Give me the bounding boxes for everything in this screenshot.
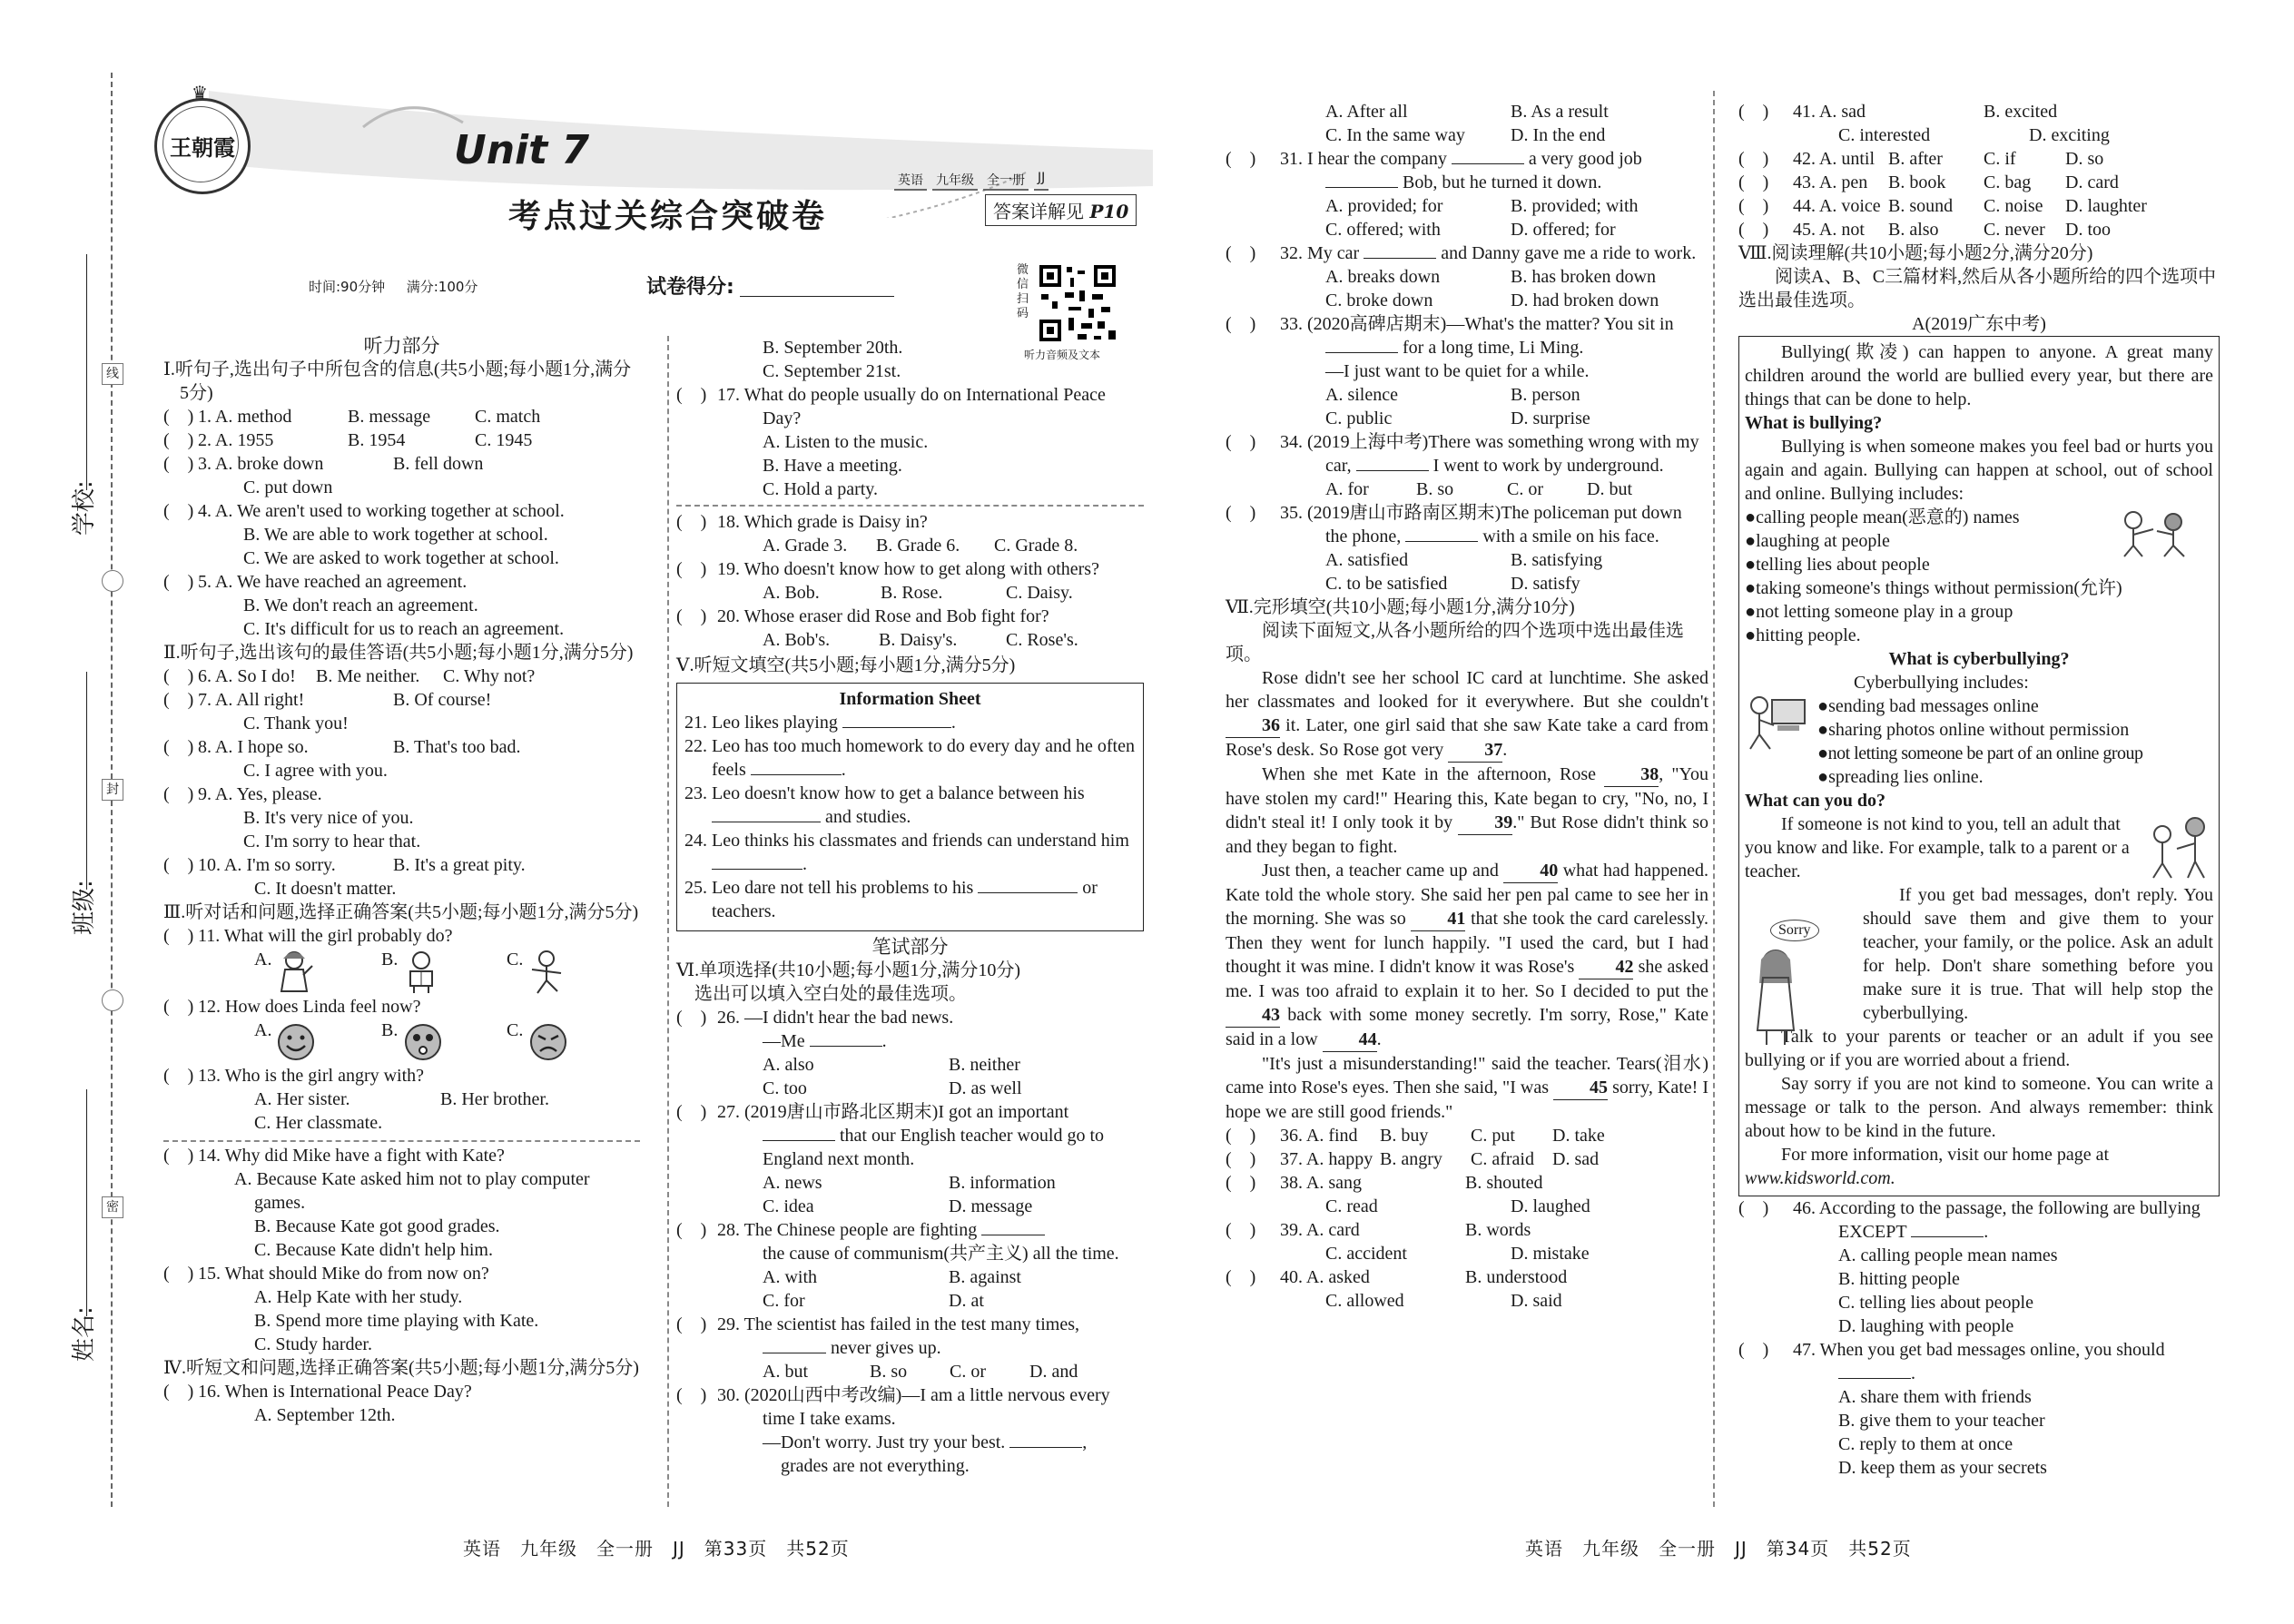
question-15: ( ) 15. What should Mike do from now on? [163,1264,489,1284]
section-heading: Ⅷ.阅读理解(共10小题;每小题2分,满分20分) [1738,243,2093,263]
question-37: ( ) 37. A. happy B. angry C. afraid D. sad [1226,1149,1600,1169]
cloze-paragraph: When she met Kate in the afternoon, Rose 38, "You have stolen my card!" Hearing this, Kate began to cry, "No, no, I didn't steal it! I only took it by 39." But Rose didn't think so and they began to fight. [1226,764,1709,857]
option-row: A. silence B. person [1325,385,1580,405]
exam-meta [309,277,478,296]
info-item-25: 25. Leo dare not tell his problems to his or teachers. [684,878,1098,921]
picture-options: A. B. C. [163,1019,640,1064]
passage-paragraph: Bullying is when someone makes you feel bad or hurts you again and again. Bullying can happen at school, out of school and online. Bullying includes: [1745,437,2213,504]
section-heading: Ⅵ.单项选择(共10小题;每小题1分,满分10分) [676,960,1020,980]
question-18: ( ) 18. Which grade is Daisy in? [676,512,928,532]
option-row: A. but B. so C. or D. and [763,1362,1078,1382]
option: C. Study harder. [254,1334,372,1354]
answer-blank[interactable] [1009,1447,1082,1448]
info-sheet-title: Information Sheet [839,689,981,709]
name-field[interactable] [86,1089,87,1316]
question-30: ( ) 30. (2020山西中考改编)—I am a little nervous every time I take exams. [676,1385,1110,1429]
bullet-icon: ● [1745,625,1757,645]
question-29: ( ) 29. The scientist has failed in the test many times, [676,1314,1079,1334]
answer-ref-box [985,194,1137,226]
cloze-blank-44[interactable]: 44 [1323,1028,1377,1052]
bullet-icon: ● [1745,555,1757,575]
option: C. I'm sorry to hear that. [243,832,421,851]
option-row: A. Grade 3. B. Grade 6. C. Grade 8. [763,536,1078,556]
option-row: C. too D. as well [763,1078,1022,1098]
school-field[interactable] [86,254,87,490]
option: C. September 21st. [763,361,901,381]
school-label: 学校: [71,480,98,536]
binding-mark: 封 [102,779,123,801]
answer-blank[interactable] [1364,258,1436,259]
reading-passage-box [1738,336,2220,1196]
option: D. keep them as your secrets [1838,1458,2047,1478]
question-6: ( ) 6. A. So I do! B. Me neither. C. Why not? [163,666,536,686]
option: B. We don't reach an agreement. [243,595,478,615]
score-field[interactable] [740,296,894,297]
question-33-line: —I just want to be quiet for a while. [1325,361,1590,381]
option-row: A. satisfied B. satisfying [1325,550,1603,570]
list-item: ●sharing photos online without permission [1817,720,2130,740]
passage-heading: What can you do? [1745,791,1886,811]
option-row: C. offered; with D. offered; for [1325,220,1616,240]
bullet-icon: ● [1817,696,1829,716]
passage-heading: What is cyberbullying? [1888,649,2070,669]
option-row: C. allowed D. said [1325,1291,1562,1311]
question-41: ( ) 41. A. sad B. excited [1738,102,2058,122]
question-5: ( ) 5. A. We have reached an agreement. [163,572,468,592]
question-13: ( ) 13. Who is the girl angry with? [163,1066,425,1086]
option-row: C. In the same way D. In the end [1325,125,1606,145]
passage-paragraph: Talk to your parents or teacher or an adult if you see bullying or if you are worried about a friend. [1745,1027,2213,1070]
binding-mark: 线 [102,363,123,385]
passage-paragraph: Cyberbullying includes: [1854,673,2029,693]
section-instruction: 选出可以填入空白处的最佳选项。 [694,984,967,1004]
binding-mark: 密 [102,1196,123,1218]
answer-ref-page: P10 [1089,201,1129,222]
option-row: C. idea D. message [763,1196,1033,1216]
option-row: A. Bob's. B. Daisy's. C. Rose's. [763,630,1078,650]
option-row: A. also B. neither [763,1055,1020,1075]
cloze-paragraph: "It's just a misunderstanding!" said the teacher. Tears(泪水) came into Rose's eyes. Then she said, "I was 45 sorry, Kate! I hope we are still good friends." [1226,1054,1708,1122]
question-2: ( ) 2. A. 1955 B. 1954 C. 1945 [163,430,533,450]
tag-volume: 全一册 [983,171,1029,191]
answer-blank[interactable] [978,892,1078,893]
section-heading: 笔试部分 [871,936,949,958]
question-34: ( ) 34. (2019上海中考)There was something wrong with my car, I went to work by underground. [1226,432,1699,476]
option-row: A. provided; for B. provided; with [1325,196,1639,216]
kid-at-computer-illustration [1745,685,1810,753]
cloze-paragraph: Just then, a teacher came up and 40 what had happened. Kate told the whole story. She said her pen pal came to see her in the morning. She was so 41 that she took the card carelessly. Then they went for lunch happily. "I used the card, but I had thought it was mine. I didn't know it was Rose's 42 she asked me. I was too afraid to explain it to her. So I decided to put the 43 back with some money secretly. I'm sorry, Rose," Kate said in a low 44. [1226,859,1708,1052]
class-field[interactable] [86,672,87,890]
passage-paragraph: If you get bad messages, don't reply. You should save them and give them to your teacher, your family, or the police. Ask an adult for help. Don't share something before you make sure it is true. That will help stop the cyberbullying. [1863,885,2213,1023]
list-item: ●calling people mean(恶意的) names [1745,507,2020,527]
question-29-line: never gives up. [676,1336,1144,1360]
tag-edition: JJ [1034,171,1049,191]
option: C. Her classmate. [254,1113,383,1133]
question-32: ( ) 32. My car and Danny gave me a ride to work. [1226,243,1697,263]
answer-blank[interactable] [1356,470,1429,471]
column-4 [1738,100,2220,1480]
option-row: A. news B. information [763,1173,1056,1193]
section-heading: Ⅰ.听句子,选出句子中所包含的信息(共5小题;每小题1分,满分5分) [163,359,632,403]
question-42: ( ) 42. A. until B. after C. if D. so [1738,149,2104,169]
kids-fighting-illustration [2113,507,2195,558]
question-16: ( ) 16. When is International Peace Day? [163,1382,472,1402]
option: D. laughing with people [1838,1316,2014,1336]
cloze-blank-36[interactable]: 36 [1226,714,1280,738]
option: A. share them with friends [1838,1387,2032,1407]
section-heading: Ⅳ.听短文和问题,选择正确答案(共5小题;每小题1分,满分5分) [163,1358,639,1378]
option-row: A. with B. against [763,1267,1021,1287]
exam-title: 考点过关综合突破卷 [508,197,828,235]
bullet-icon: ● [1745,507,1757,527]
question-39: ( ) 39. A. card B. words [1226,1220,1531,1240]
cloze-blank-40[interactable]: 40 [1503,859,1558,883]
option: B. Because Kate got good grades. [254,1216,500,1236]
speech-bubble: Sorry [1770,920,1819,941]
cloze-blank-41[interactable]: 41 [1411,907,1465,931]
question-31: ( ) 31. I hear the company a very good job [1226,149,1642,169]
qr-side-label: 微信扫码 [1017,263,1029,320]
question-30-line: —Don't worry. Just try your best. , [763,1432,1088,1452]
passage-paragraph: If someone is not kind to you, tell an adult that you know and like. For example, talk to a parent or a teacher. [1745,814,2130,881]
answer-blank[interactable] [1452,163,1524,164]
question-19: ( ) 19. Who doesn't know how to get along with others? [676,559,1099,579]
question-14: ( ) 14. Why did Mike have a fight with Kate? [163,1146,505,1166]
question-1: ( ) 1. A. method B. message C. match [163,407,541,427]
cloze-blank-37[interactable]: 37 [1448,738,1502,763]
question-35: ( ) 35. (2019唐山市路南区期末)The policeman put down the phone, with a smile on his face. [1226,503,1682,546]
question-10: ( ) 10. A. I'm so sorry. B. It's a great pity. [163,855,526,875]
cloze-blank-45[interactable]: 45 [1553,1076,1608,1100]
question-26: ( ) 26. —I didn't hear the bad news. [676,1008,954,1028]
section-instruction: 阅读下面短文,从各小题所给的四个选项中选出最佳选项。 [1226,621,1684,664]
option: B. Have a meeting. [763,456,902,476]
answer-blank[interactable] [1405,541,1478,542]
answer-blank[interactable] [751,774,842,775]
column-1 [163,334,640,1427]
option: B. September 20th. [763,338,903,358]
info-item-24: 24. Leo thinks his classmates and friends can understand him . [684,831,1129,874]
passage-heading: What is bullying? [1745,413,1883,433]
info-item-21: 21. Leo likes playing . [684,713,956,733]
question-45: ( ) 45. A. not B. also C. never D. too [1738,220,2111,240]
option-row: A. Her sister. B. Her brother. [254,1089,549,1109]
question-3: ( ) 3. A. broke down B. fell down [163,454,484,474]
option-row: C. broke down D. had broken down [1325,290,1659,310]
option: C. telling lies about people [1838,1293,2033,1313]
option-row: A. breaks down B. has broken down [1325,267,1656,287]
list-item: ●sending bad messages online [1817,696,2039,716]
crown-icon: ♛ [192,84,208,103]
website-link[interactable]: www.kidsworld.com. [1745,1168,1895,1188]
exam-time: 时间:90分钟 [309,279,386,295]
list-item: ●not letting someone be part of an online group [1817,743,2143,763]
info-item-23: 23. Leo doesn't know how to get a balance between his and studies. [684,783,1085,827]
kid-talking-to-parent-illustration [2144,816,2213,880]
section-heading: 听力部分 [363,335,440,357]
question-33: ( ) 33. (2020高碑店期末)—What's the matter? You sit in for a long time, Li Ming. [1226,314,1674,358]
bullet-icon: ● [1745,578,1757,598]
list-item: ●not letting someone play in a group [1745,602,2013,622]
option-row: C. to be satisfied D. satisfy [1325,574,1580,594]
qr-caption: 听力音频及文本 [1024,349,1101,361]
option-row: C. public D. surprise [1325,408,1590,428]
list-item: ●taking someone's things without permission(允许) [1745,578,2122,598]
question-44: ( ) 44. A. voice B. sound C. noise D. laughter [1738,196,2147,216]
option: A. calling people mean names [1838,1245,2058,1265]
option: A. Help Kate with her study. [254,1287,463,1307]
question-31-line: Bob, but he turned it down. [1226,171,1708,194]
question-36: ( ) 36. A. find B. buy C. put D. take [1226,1126,1605,1146]
option: C. Thank you! [243,714,349,733]
option-row: A. Bob. B. Rose. C. Daisy. [763,583,1073,603]
girl-singing-icon [276,950,314,995]
surprised-face-icon [403,1022,443,1062]
bullet-icon: ● [1745,531,1757,551]
option-row: A. for B. so C. or D. but [1325,479,1632,499]
answer-blank[interactable] [1325,187,1398,188]
question-28: ( ) 28. The Chinese people are fighting [676,1218,1144,1242]
question-43: ( ) 43. A. pen B. book C. bag D. card [1738,172,2119,192]
question-7: ( ) 7. A. All right! B. Of course! [163,690,492,710]
qr-code[interactable] [1038,263,1117,343]
info-item-22: 22. Leo has too much homework to do every day and he often feels . [684,736,1135,780]
section-heading: Ⅴ.听短文填空(共5小题;每小题1分,满分5分) [676,655,1016,675]
bullet-icon: ● [1745,602,1757,622]
answer-blank[interactable] [810,1046,882,1047]
question-11: ( ) 11. What will the girl probably do? [163,926,453,946]
column-3 [1226,100,1708,1313]
option: C. I agree with you. [243,761,388,781]
option: A. Because Kate asked him not to play computer games. [234,1169,590,1213]
passage-paragraph: For more information, visit our home page at www.kidsworld.com. [1745,1145,2110,1188]
answer-blank[interactable] [1911,1236,1984,1237]
logo-text: 王朝霞 [170,134,235,161]
option-row: C. read D. laughed [1325,1196,1590,1216]
question-40: ( ) 40. A. asked B. understood [1226,1267,1568,1287]
bullet-icon: ● [1817,720,1829,740]
question-9: ( ) 9. A. Yes, please. [163,784,322,804]
list-item: ●hitting people. [1745,625,1861,645]
question-27-line: that our English teacher would go to England next month. [763,1126,1105,1169]
option: B. It's very nice of you. [243,808,414,828]
question-46: ( ) 46. According to the passage, the following are bullying EXCEPT . [1738,1198,2200,1242]
score-label: 试卷得分: [646,276,734,299]
answer-blank[interactable] [1325,352,1398,353]
option: B. give them to your teacher [1838,1411,2045,1431]
tag-grade: 九年级 [932,171,978,191]
option-row: C. accident D. mistake [1325,1244,1590,1264]
question-38: ( ) 38. A. sang B. shouted [1226,1173,1543,1193]
option: A. September 12th. [254,1405,396,1425]
question-17: ( ) 17. What do people usually do on International Peace Day? [676,385,1106,428]
divider [676,505,1144,507]
binding-hole [102,989,123,1011]
answer-blank[interactable] [1838,1378,1911,1379]
question-4: ( ) 4. A. We aren't used to working together at school. [163,501,565,521]
option: C. It doesn't matter. [254,879,397,899]
option: C. Because Kate didn't help him. [254,1240,493,1260]
list-item: ●telling lies about people [1745,555,1930,575]
option: A. Listen to the music. [763,432,929,452]
section-heading: Ⅱ.听句子,选出该句的最佳答语(共5小题;每小题1分,满分5分) [163,643,634,663]
exam-score: 满分:100分 [406,279,478,295]
option: B. hitting people [1838,1269,1960,1289]
cloze-paragraph: Rose didn't see her school IC card at lunchtime. She asked her classmates and looked for it everywhere. But she couldn't 36 it. Later, one girl said that she saw Kate take a card from Rose's desk. So Rose got very 37. [1226,666,1708,763]
tag-subject: 英语 [894,171,927,191]
cloze-blank-38[interactable]: 38 [1604,763,1659,787]
list-item: ●laughing at people [1745,531,1890,551]
option-row: C. for D. at [763,1291,984,1311]
advice-block [1745,812,2213,883]
option: C. We are asked to work together at school. [243,548,559,568]
passage-title: A(2019广东中考) [1912,314,2046,334]
bullet-icon: ● [1817,767,1829,787]
question-20: ( ) 20. Whose eraser did Rose and Bob fight for? [676,606,1049,626]
picture-options: A. B. C. [163,948,640,995]
section-heading: Ⅶ.完形填空(共10小题;每小题1分,满分10分) [1226,597,1575,617]
option: B. We are able to work together at school. [243,525,548,545]
advice-block [1745,883,2213,1025]
option: C. reply to them at once [1838,1434,2013,1454]
passage-paragraph: Bullying(欺凌) can happen to anyone. A great many children around the world are bullied every year, but there are things that can be done to help. [1745,342,2213,409]
passage-paragraph: Say sorry if you are not kind to someone. You can write a message or talk to the person. And always remember: think about how to be kind in the future. [1745,1074,2213,1141]
question-12: ( ) 12. How does Linda feel now? [163,997,421,1017]
bullet-icon: ● [1817,743,1828,763]
column-2 [676,336,1144,1478]
cloze-blank-42[interactable]: 42 [1579,955,1633,979]
option: B. Spend more time playing with Kate. [254,1311,539,1331]
page-footer-left: 英语 九年级 全一册 JJ 第33页 共52页 [463,1538,850,1560]
qr-code-icon [1038,263,1117,343]
girl-reading-icon [403,950,441,995]
name-label: 姓名: [71,1306,98,1362]
section-instruction: 阅读A、B、C三篇材料,然后从各小题所给的四个选项中选出最佳选项。 [1738,267,2217,310]
section-heading: Ⅲ.听对话和问题,选择正确答案(共5小题;每小题1分,满分5分) [163,902,639,922]
answer-ref-label: 答案详解见 [993,201,1084,222]
answer-blank[interactable] [712,869,802,870]
unit-title: Unit 7 [454,127,590,173]
question-30-line: grades are not everything. [781,1456,970,1476]
question-26-line: —Me . [763,1031,887,1051]
question-8: ( ) 8. A. I hope so. B. That's too bad. [163,737,521,757]
bullying-list [1745,506,2213,647]
edition-tags [894,171,1049,191]
question-47: ( ) 47. When you get bad messages online, you should . [1738,1340,2165,1383]
question-28-line: the cause of communism(共产主义) all the time. [763,1244,1119,1264]
happy-face-icon [276,1022,316,1062]
header [136,73,1162,235]
option: C. put down [243,477,333,497]
sad-face-icon [528,1022,568,1062]
question-27: ( ) 27. (2019唐山市路北区期末)I got an important [676,1102,1069,1122]
information-sheet [676,683,1144,931]
option-row: C. interested D. exciting [1838,125,2110,145]
class-label: 班级: [71,880,98,935]
column-divider [667,336,669,1507]
option: C. It's difficult for us to reach an agreement. [243,619,565,639]
cloze-blank-43[interactable]: 43 [1226,1003,1280,1028]
option: C. Hold a party. [763,479,879,499]
option-row: A. After all B. As a result [1325,102,1609,122]
column-divider [1713,91,1715,1507]
cloze-blank-39[interactable]: 39 [1458,811,1512,835]
answer-blank[interactable] [763,1140,835,1141]
cyberbullying-list [1745,671,2213,789]
list-item: ●spreading lies online. [1817,767,1984,787]
answer-blank[interactable] [842,727,951,728]
girl-dancing-icon [528,950,566,995]
page-footer-right: 英语 九年级 全一册 JJ 第34页 共52页 [1525,1538,1912,1560]
girl-saying-sorry-illustration [1748,947,1812,1047]
brand-logo [154,98,251,194]
divider [163,1140,640,1142]
binding-hole [102,570,123,592]
